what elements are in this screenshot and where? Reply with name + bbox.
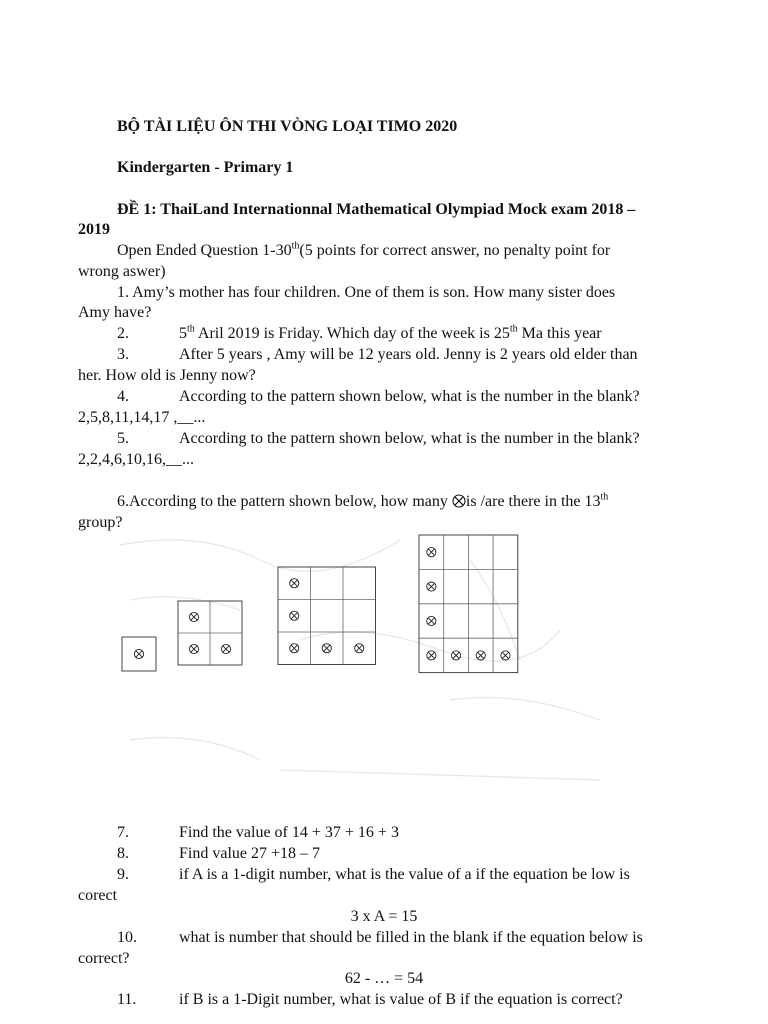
question-9-cont: corect: [78, 887, 118, 904]
otimes-icon: [322, 644, 331, 653]
question-3-cont: her. How old is Jenny now?: [78, 367, 256, 384]
otimes-icon: [427, 548, 436, 557]
equation-9: 3 x A = 15: [350, 908, 418, 925]
question-6: 6.According to the pattern shown below, how many is /are there in the 13th: [117, 491, 609, 510]
pattern-group-1: [122, 637, 156, 671]
otimes-icon: [451, 651, 460, 660]
exam-title-year: 2019: [78, 221, 110, 238]
exam-title: ĐỀ 1: ThaiLand Internationnal Mathematical Olympiad Mock exam 2018 –: [117, 201, 636, 218]
intro-line: Open Ended Question 1-30th(5 points for correct answer, no penalty point for: [117, 240, 611, 259]
otimes-icon: [427, 582, 436, 591]
otimes-icon: [427, 616, 436, 625]
otimes-icon: [221, 644, 230, 653]
question-1: 1. Amy’s mother has four children. One of them is son. How many sister does: [117, 284, 616, 301]
level-heading: Kindergarten - Primary 1: [117, 159, 294, 176]
question-5-sequence: 2,2,4,6,10,16,__...: [78, 451, 194, 468]
otimes-icon: [189, 612, 198, 621]
pattern-group-3: [278, 567, 376, 665]
equation-10: 62 - … = 54: [344, 970, 424, 987]
question-6-cont: group?: [78, 514, 123, 531]
intro-line-2: wrong aswer): [78, 263, 166, 280]
otimes-icon: [290, 579, 299, 588]
question-10-cont: correct?: [78, 950, 130, 967]
question-4-sequence: 2,5,8,11,14,17 ,__...: [78, 409, 206, 426]
otimes-icon: [476, 651, 485, 660]
otimes-icon: [189, 644, 198, 653]
otimes-icon: [427, 651, 436, 660]
otimes-icon: [355, 644, 364, 653]
pattern-group-2: [178, 601, 242, 665]
question-1-cont: Amy have?: [78, 304, 152, 321]
otimes-icon: [134, 649, 143, 658]
otimes-icon: [290, 611, 299, 620]
faint-background-sketch: [120, 540, 600, 780]
pattern-group-4: [419, 535, 518, 673]
document-title: BỘ TÀI LIỆU ÔN THI VÒNG LOẠI TIMO 2020: [117, 118, 458, 135]
otimes-icon: [501, 651, 510, 660]
document-page: BỘ TÀI LIỆU ÔN THI VÒNG LOẠI TIMO 2020 Kindergarten - Primary 1 ĐỀ 1: ThaiLand Internationnal Mathematical Olympiad Mock exam 2018 – 2019 Open Ended Question 1-30th(5 points for correct answer, no penalty point for wrong aswer) 1. Amy’s mother has four children. One of them is son. How many sister does Amy have? 2. 5th Aril 2019 is Friday. Which day of the week is 25th Ma this year 3. After 5 years , Amy will be 12 years old. Jenny is 2 years old elder than her. How old is Jenny now? 4. According to the pattern shown below, what is the number in the blank? 2,5,8,11,14,17 ,__... 5. According to the pattern shown below, what is the number in the blank? 2,2,4,6,10,16,__... 6.According to the pattern shown below, how many is /are there in the 13th group? 7. Find the value of 14 + 37 + 16 + 3 8. Find value 27 +18 – 7 9. if A is a 1-digit number, what is the value of a if the equation be low is corect 3 x A = 15 10. what is number that should be filled in the blank if the equation below is correct? 62 - … = 54 11. if B is a 1-Digit number, what is value of B if the equation is correct?: [0, 0, 768, 1024]
otimes-icon: [290, 644, 299, 653]
